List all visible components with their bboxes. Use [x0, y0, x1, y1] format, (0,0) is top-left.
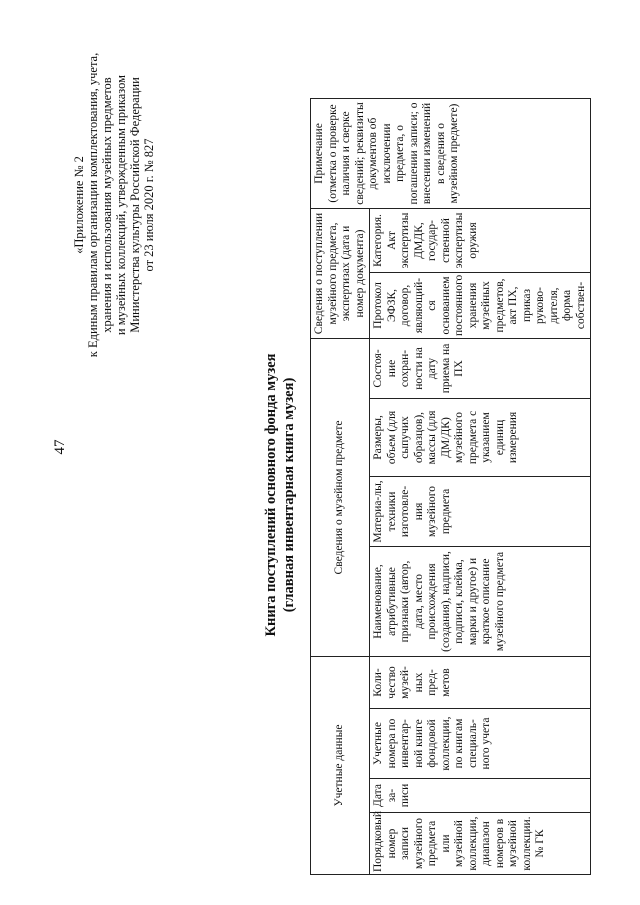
document-title [262, 235, 298, 755]
column-header: Учетные номера по инвентар-ной книге фондовой коллекции, по книгам специаль-ного учета [370, 709, 591, 779]
appendix-header [72, 25, 156, 385]
register-table [310, 98, 591, 875]
appendix-line: от 23 июля 2020 г. № 827 [142, 138, 156, 272]
receipt-info-group-header: Сведения о поступлении музейного предмета, экспертизах (дата и номер документа) [311, 208, 370, 338]
column-header: Порядковый номер записи музейного предмета или музейной коллекции, диапазон номеров в музейной коллекции. № ГК [370, 813, 591, 875]
accounting-group-header: Учетные данные [311, 656, 370, 874]
appendix-line: к Единым правилам организации комплектования, учета, [86, 52, 100, 358]
column-header: Категория. Акт экспертизы ДМДК, государ-ственной экспертизы оружия [370, 208, 591, 272]
column-header: Размеры, объем (для сыпучих образцов), массы (для ДМ/ДК) музейного предмета с указанием единиц измерения [370, 398, 591, 476]
column-header: Состоя-ние сохран-ности на дату приема на ПХ [370, 338, 591, 398]
title-line-2: (главная инвентарная книга музея) [281, 377, 297, 613]
notes-column-header: Примечание (отметка о проверке наличия и сверке сведений; реквизиты документов об исключении предмета, о погашении записи; о внесении изменений в сведения о музейном предмете) [311, 98, 591, 208]
appendix-line: Министерства культуры Российской Федерации [128, 77, 142, 333]
column-header: Коли-чество музей-ных пред-метов [370, 656, 591, 708]
column-header: Наименование, атрибутивные признаки (автор, дата, место происхождения (создания), надписи, подписи, клейма, марки и другое) и краткое описание музейного предмета [370, 546, 591, 656]
group-header-row [311, 98, 370, 874]
object-info-group-header: Сведения о музейном предмете [311, 338, 370, 656]
title-line-1: Книга поступлений основного фонда музея [263, 353, 279, 637]
appendix-line: хранения и использования музейных предметов [100, 77, 114, 333]
column-header-row [370, 98, 591, 874]
page-number: 47 [52, 439, 68, 455]
column-header: Материа-лы, техники изготовле-ния музейного предмета [370, 476, 591, 546]
appendix-line: «Приложение № 2 [72, 156, 86, 254]
appendix-line: и музейных коллекций, утвержденным приказом [114, 74, 128, 336]
column-header: Дата за-писи [370, 779, 591, 813]
column-header: Протокол ЭФЗК, договор, являющий-ся основанием постоянного хранения музейных предметов, акт ПХ, приказ руково-дителя, форма собствен- [370, 272, 591, 338]
